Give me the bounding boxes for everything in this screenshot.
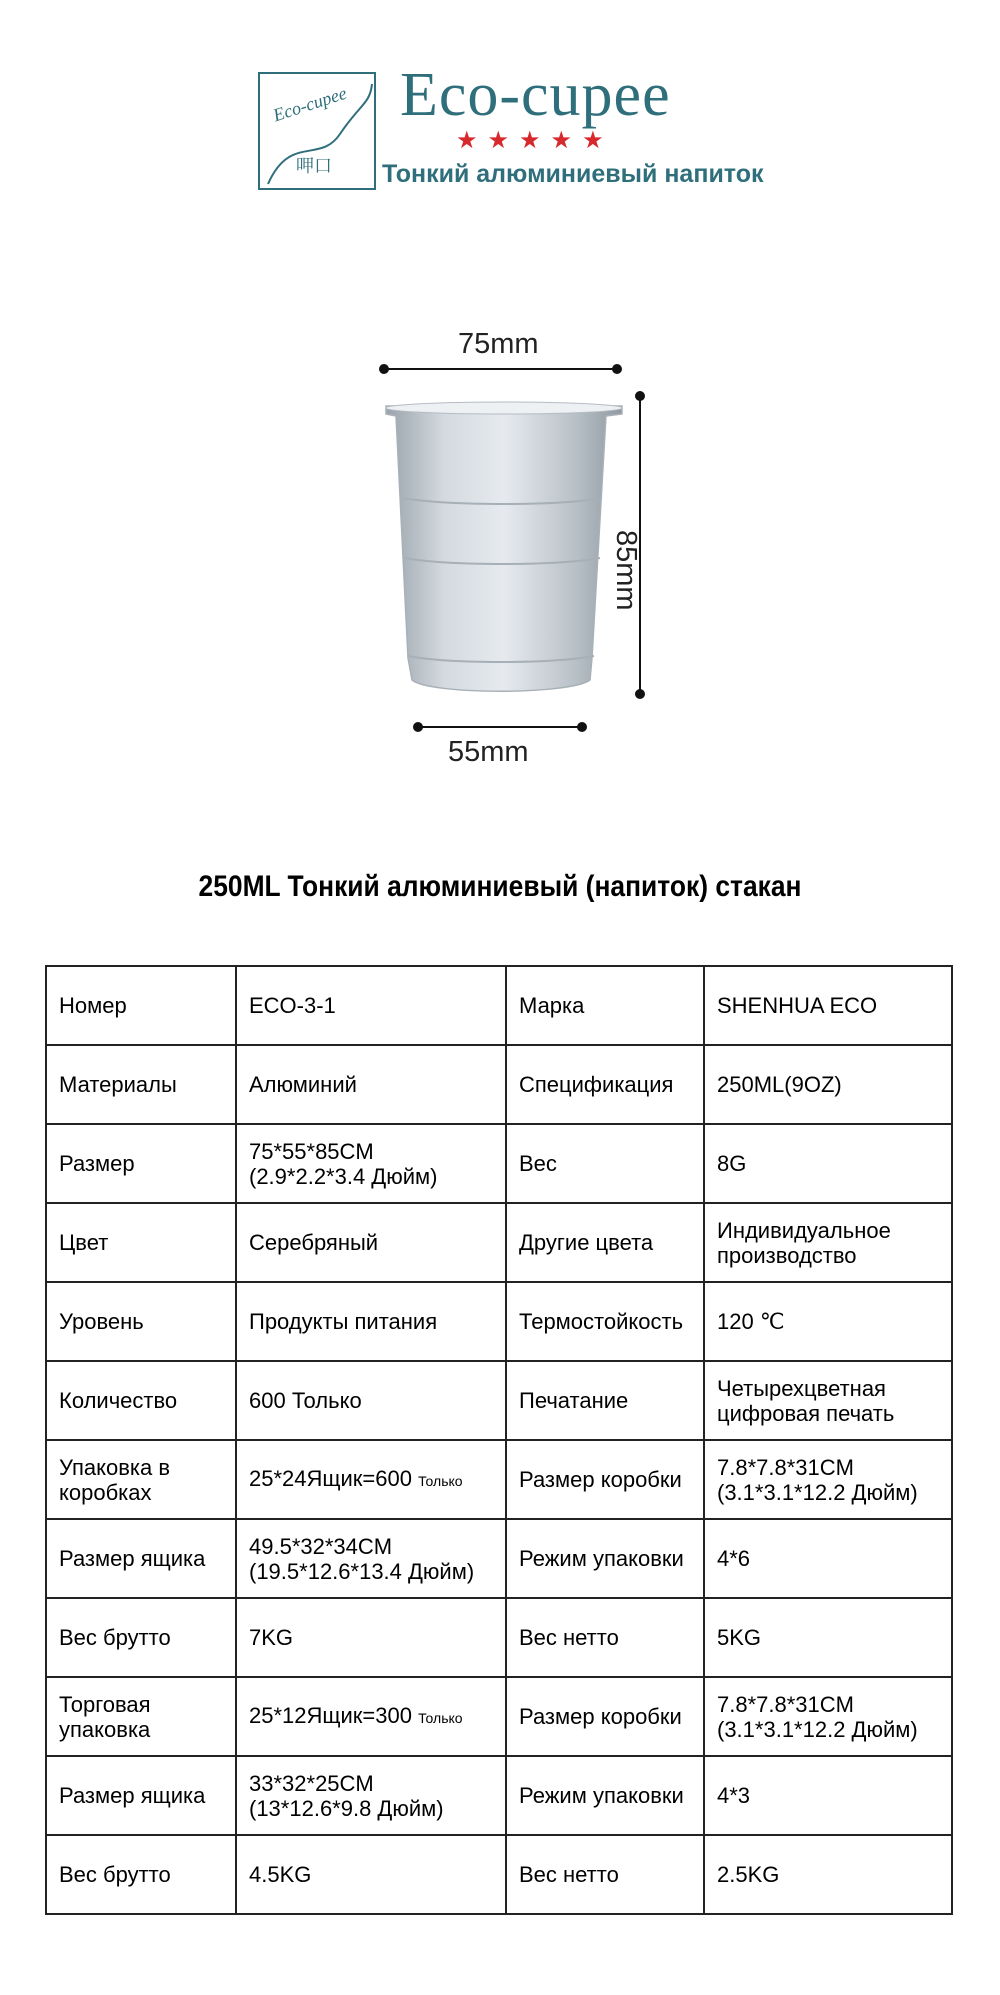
spec-value-line2: производство [717, 1242, 857, 1268]
table-row [46, 1124, 952, 1203]
spec-label-cell [46, 1203, 236, 1282]
logo-name: Eco-cupee [400, 61, 671, 129]
spec-value-cell [704, 966, 952, 1045]
spec-label: Другие цвета [519, 1230, 654, 1255]
spec-label-cell [46, 1361, 236, 1440]
brand-logo [258, 61, 778, 196]
spec-label: Количество [59, 1388, 178, 1413]
dimension-side-label: 85mm [610, 530, 642, 611]
table-row [46, 1677, 952, 1756]
spec-label-cell [46, 966, 236, 1045]
spec-value-cell [236, 1756, 506, 1835]
spec-label: Размер коробки [519, 1467, 682, 1492]
spec-label: Спецификация [519, 1072, 674, 1097]
spec-label: Режим упаковки [519, 1783, 684, 1808]
dimension-bottom-label: 55mm [448, 736, 529, 768]
logo-emblem-text: Eco-cupee [270, 82, 350, 126]
spec-label-cell [506, 1361, 704, 1440]
spec-value: 4.5KG [249, 1862, 312, 1887]
spec-label-cell [506, 1045, 704, 1124]
spec-value: 120 ℃ [717, 1309, 785, 1334]
spec-value: 25*24Ящик=600 [249, 1465, 412, 1491]
spec-value-line2: (3.1*3.1*12.2 Дюйм) [717, 1716, 918, 1742]
dimension-top-label: 75mm [458, 328, 539, 360]
spec-value-cell [236, 1440, 506, 1519]
spec-value: 5KG [717, 1625, 762, 1650]
spec-value-cell [236, 1598, 506, 1677]
spec-value-cell [704, 1124, 952, 1203]
spec-label: Марка [519, 993, 585, 1018]
spec-value-cell [236, 1124, 506, 1203]
product-illustration [300, 320, 700, 780]
table-row [46, 1519, 952, 1598]
spec-value: 75*55*85CM [249, 1138, 374, 1164]
spec-label-cell [46, 1598, 236, 1677]
spec-value-cell [704, 1519, 952, 1598]
spec-label-cell [46, 1045, 236, 1124]
spec-label-cell [46, 1519, 236, 1598]
spec-value: Серебряный [249, 1230, 379, 1255]
spec-table [45, 965, 953, 1915]
spec-label-cell [506, 1756, 704, 1835]
spec-value: Четырехцветная [717, 1375, 886, 1401]
logo-emblem [258, 72, 376, 190]
spec-value: Алюминий [249, 1072, 357, 1097]
spec-label: Термостойкость [519, 1309, 684, 1334]
spec-value-cell [236, 1203, 506, 1282]
spec-value: 600 Только [249, 1388, 362, 1413]
spec-value-cell [236, 1045, 506, 1124]
spec-label: Уровень [59, 1309, 144, 1334]
spec-value-cell [704, 1361, 952, 1440]
spec-label-cell [46, 1677, 236, 1756]
spec-label: Вес брутто [59, 1625, 171, 1650]
spec-label: Вес нетто [519, 1625, 619, 1650]
spec-value-line2: (19.5*12.6*13.4 Дюйм) [249, 1558, 475, 1584]
spec-value-cell [704, 1203, 952, 1282]
spec-value: ECO-3-1 [249, 993, 336, 1018]
spec-label-cell [46, 1756, 236, 1835]
spec-value-cell [704, 1282, 952, 1361]
logo-subtitle: Тонкий алюминиевый напиток [382, 160, 764, 188]
table-row [46, 1282, 952, 1361]
spec-value-cell [236, 1677, 506, 1756]
spec-label: Размер коробки [519, 1704, 682, 1729]
spec-value-cell [704, 1045, 952, 1124]
spec-value-cell [236, 1361, 506, 1440]
spec-value-cell [704, 1756, 952, 1835]
spec-value: Индивидуальное [717, 1217, 891, 1243]
spec-label: Номер [59, 993, 127, 1018]
spec-value: 33*32*25CM [249, 1770, 374, 1796]
spec-value-unit: Только [418, 1472, 463, 1489]
table-row [46, 966, 952, 1045]
spec-value: 7.8*7.8*31CM [717, 1454, 854, 1480]
table-row [46, 1440, 952, 1519]
product-title: 250ML Тонкий алюминиевый (напиток) стакан [198, 870, 802, 903]
rating-stars-icon: ★★★★★ [456, 127, 614, 154]
spec-label-cell [506, 1677, 704, 1756]
spec-label: Цвет [59, 1230, 109, 1255]
table-row [46, 1835, 952, 1914]
table-row [46, 1756, 952, 1835]
spec-label: Размер [59, 1151, 135, 1176]
spec-value: 8G [717, 1151, 747, 1176]
spec-value: 4*6 [717, 1546, 751, 1571]
logo-emblem-cjk: 呷口 [296, 156, 332, 176]
spec-label-cell [46, 1440, 236, 1519]
spec-label-cell [506, 1282, 704, 1361]
spec-value-cell [704, 1598, 952, 1677]
spec-label: Вес брутто [59, 1862, 171, 1887]
spec-label-line2: коробках [59, 1479, 152, 1505]
spec-label: Печатание [519, 1388, 629, 1413]
spec-label: Размер ящика [59, 1546, 206, 1571]
spec-label-cell [46, 1124, 236, 1203]
spec-value-cell [236, 1835, 506, 1914]
spec-label-cell [506, 1203, 704, 1282]
spec-value: 2.5KG [717, 1862, 780, 1887]
spec-value-line2: (2.9*2.2*3.4 Дюйм) [249, 1163, 438, 1189]
spec-label: Вес нетто [519, 1862, 619, 1887]
spec-value: Продукты питания [249, 1309, 438, 1334]
spec-label: Размер ящика [59, 1783, 206, 1808]
table-row [46, 1203, 952, 1282]
spec-value: SHENHUA ECO [717, 993, 878, 1018]
table-row [46, 1045, 952, 1124]
spec-value-cell [236, 966, 506, 1045]
spec-label-cell [506, 1440, 704, 1519]
spec-value: 49.5*32*34CM [249, 1533, 393, 1559]
spec-label: Материалы [59, 1072, 177, 1097]
spec-value-line2: (3.1*3.1*12.2 Дюйм) [717, 1479, 918, 1505]
spec-value: 250ML(9OZ) [717, 1072, 842, 1097]
spec-value-cell [236, 1282, 506, 1361]
spec-value-line2: (13*12.6*9.8 Дюйм) [249, 1795, 444, 1821]
spec-label: Торговая [59, 1691, 151, 1717]
spec-value-line2: цифровая печать [717, 1400, 895, 1426]
spec-label-cell [46, 1835, 236, 1914]
table-row [46, 1598, 952, 1677]
spec-label-cell [46, 1282, 236, 1361]
spec-label: Вес [519, 1151, 557, 1176]
spec-label-line2: упаковка [59, 1716, 151, 1742]
spec-label: Режим упаковки [519, 1546, 684, 1571]
spec-label-cell [506, 1598, 704, 1677]
spec-label-cell [506, 1124, 704, 1203]
spec-label-cell [506, 966, 704, 1045]
spec-value: 7.8*7.8*31CM [717, 1691, 854, 1717]
spec-value-cell [704, 1677, 952, 1756]
spec-label-cell [506, 1835, 704, 1914]
spec-value: 7KG [249, 1625, 294, 1650]
spec-label-cell [506, 1519, 704, 1598]
spec-value: 4*3 [717, 1783, 751, 1808]
spec-value-unit: Только [418, 1709, 463, 1726]
table-row [46, 1361, 952, 1440]
spec-value-cell [236, 1519, 506, 1598]
spec-value: 25*12Ящик=300 [249, 1702, 412, 1728]
spec-value-cell [704, 1440, 952, 1519]
spec-value-cell [704, 1835, 952, 1914]
spec-label: Упаковка в [59, 1454, 171, 1480]
